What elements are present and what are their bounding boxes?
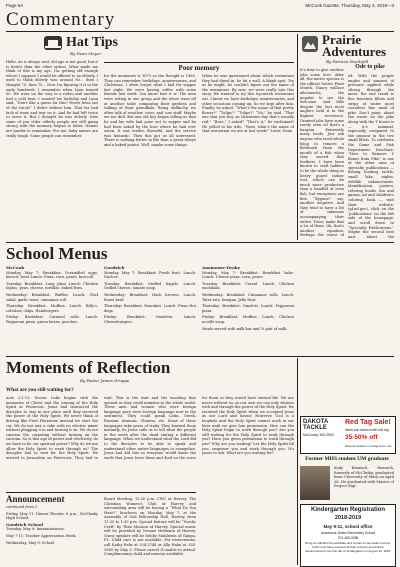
section-masthead xyxy=(6,9,394,32)
divider xyxy=(6,492,196,493)
hat-tips-byline: By Dean Meyer xyxy=(70,51,102,56)
dakota-note: Discount applies to red tag items only xyxy=(345,444,392,448)
menu-goodrich: Goodrich Monday, May 7: Breakfast: Fresh fruit. Lunch: Nachos. Tuesday: Breakfast: Stuffed bagels. Lunch: Grilled cheese, tomato soup. Wednesday: Breakfast: Hash browns. Lunch: Roast beef. Thursday: Breakfast: Pancakes. Lunch: Pizza Hot dogs. Friday: Breakfast: Omelette. Lunch: Cheeseburgers. xyxy=(104,266,196,324)
page-dateline: McCook Gazette, Thursday, May 3, 2018—3 xyxy=(305,3,394,8)
menu-anamoose: Anamoose-Drake Monday, May 7: Breakfast: Breakfast bake. Lunch: Cheese pizza, corn, pears. Tuesday: Breakfast: Cereal. Lunch: Chicken enchilada. Wednesday: Breakfast: Cinnamon rolls. Lunch: Tater tots, lasagna, Jello fruit. Thursday: Breakfast: Omelets. Lunch: Pepperoni pizza. Friday: Breakfast: Muffins. Lunch: Chicken noodle soup. Meals served with milk bar and ½ pint of milk. xyxy=(202,266,294,331)
kinder-phone: 701-465-3258 xyxy=(337,536,359,540)
kinder-date: May 9-11, school office xyxy=(323,524,373,529)
poor-memory-body: for the memories is 1075 so the thought is 1965. They can remember birthdays, anniversaries, and Christmas. I often forgot what I had for supper last night. We were having coffee with some friends last week. You know how it is. The men were sitting in one group and the wives were off at another table comparing their gardens and talking of their grandkids. Being unflinchy, we often talk of weather, cows, and cow stuff. Maybe we are dull. But one old boy began telling us that he and his wife had gone out to supper and he had been asked by the host where he had ever eaten. It was tender, flavorful, and the service was fantastic. Then this got us all interested. There is nothing better in life than a great ribeye and a baked potato. Well, maybe some things. xyxy=(104,74,196,147)
dialog-body: When he was questioned about which restaurant they had dined in, he hit a wall. A blank spot. Try as he might, he couldn't figure out the name of the restaurant. By now, we were really into this story. We wanted to try this top-notch restaurant out. I knew we have birthdays, anniversaries, and other occasions coming up. So we kept after him. Finally, he asked, “What's the name of that pretty flower?” “Tulips?” “Tulips?” “No,” he said. “That one that you buy on Valentines day that's usually red.” “Rose,” I asked? “That's it,” he exclaimed! He yelled to his wife, “Rose, what's the name of that restaurant we ate at last week?” Later, Dean xyxy=(202,74,294,134)
moments-header xyxy=(6,356,394,379)
former-student-title: Former MHS student UM graduate xyxy=(305,456,389,462)
column-divider xyxy=(297,358,298,565)
kinder-body: Bring an official birth certificate and current immunization record. Child must have received all their school immunization requirements by the first day of kindergarten on August 22, 2018. xyxy=(304,541,392,553)
menu-mccook: McCook Monday, May 7: Breakfast: Scrambled eggs, biscuit, bowl Lunch: Pizza, corn, pears, broccoli. Tuesday: Breakfast: Long johns Lunch: Chicken fajitas, peas, cheese, tortillas, baked fries. Wednesday: Breakfast: Waffles. Lunch: Chef salad, garlic toast, cinnamon roll. Thursday: Breakfast: Muffins. Lunch: Billy's, coleslaw, chips, Hamburgers. Friday: Breakfast: Caramel rolls. Lunch: Pepperoni pizza, green beans, peaches. xyxy=(6,266,98,324)
school-menus-header xyxy=(6,242,394,265)
dakota-address: McClusky 363-2500 xyxy=(303,433,334,437)
column-divider xyxy=(297,34,298,240)
moments-byline: By Pastor James Gruppe xyxy=(80,378,130,383)
prairie-byline: By Patricia Stockstill xyxy=(326,59,369,64)
kinder-school: Anamoose-Drake Elementary School xyxy=(320,531,376,535)
kinder-year: 2018-2019 xyxy=(334,515,362,521)
announcement-title: Announcement xyxy=(6,494,65,504)
divider xyxy=(104,62,294,63)
prairie-title-2: Adventures xyxy=(322,44,387,59)
dakota-tackle-ad xyxy=(300,416,396,454)
moments-title: Moments of Reflection xyxy=(6,358,171,377)
announcement-col1: continued from 2 Friday, May 11: Dinner Theater, 6 p.m., McClusky High School. Goodrich School Tuesday, May 8: Immunizations. May 7-11: Teacher Appreciation Week. Wednesday, May 9: School xyxy=(6,505,98,545)
school-menus-title: School Menus xyxy=(6,244,108,263)
page-number: Page 6A xyxy=(6,3,24,8)
moments-subtitle: What are you still waiting for? xyxy=(6,387,74,393)
prairie-icon xyxy=(302,36,318,52)
dakota-sub: Items are marked with red tag xyxy=(345,428,389,432)
ode-heading: Ode to pike xyxy=(355,64,385,70)
section-title: Commentary xyxy=(6,9,116,30)
dakota-percent: 35-50% off xyxy=(345,434,378,441)
moments-body: Acts 2:1-13. Doctor Luke begins with the memories of Christ and the coming of the Holy Spirit at Pentecost. Jesus had instructed the disciples to stay in one place until they received the power of the Holy Spirit. We never think of driving like Fred Flintstone instead we start the car. We do not mix a cake with no electric mixer without plugging it in and turning it on. We do not canvass the carpeting without turning on the vacuum. So is this age of power and electricity, do we have to be our spiritual power? Why do we not allow the Holy Spirit to work through us? The disciples had to wait for the Holy Spirit. We arrived in Jerusalem on Pentecost. They had to wait. This is the wait and the teaching that opened us they could minister to the whole world. These men and women who were foreign language gave were foreign language now in the sentiment. They could speak Latin, Greek, Russian, Aramaic, Chinese, etc. Some of these languages take years of study. They learned them instantly. So Jesus calls us to tell what the people in the earth after the dead stating a different language. When we understand what the Lord did to the disciples to be able to speak and understand other native languages to evangelize, Jesus had did this so everyone would know the earth that Jesus loves them and died on the cross for them so they would have eternal life. We are never without us on our own we can only witness with and through the power of the Holy Spirit. We received the Holy Spirit when we accepted Jesus as our Lord and Savior. However, God is a loophole and the Holy Spirit cannot work in our lives until we give him permission. How can the Holy Spirit begin to work through you? Are you still waiting for the Holy Spirit to work through you? Have you given permission to work through you? Why are you waiting? Let the Holy Spirit fill you, empower you and work through you. It's yours to ask. What are you waiting for? xyxy=(6,396,294,460)
kindergarten-ad xyxy=(300,504,396,567)
kinder-title: Kindergarten Registration xyxy=(310,507,385,513)
prairie-title-1: Prairie xyxy=(322,32,361,47)
hat-icon xyxy=(44,36,62,50)
dakota-headline: Red Tag Sale! xyxy=(345,419,391,426)
announcement-col2: Board Meeting, 12:30 p.m. CWC at Harvey. The Christian Women's Club of Harvey and surrounding area will be having a “What Do You Hear?” luncheon on Monday, May 7, at the Assembly of God Fellowship Hall, Harvey, from 11:30 to 1:30 p.m. Special feature will be “Nordic Craft” by Thea Monson of Harvey. Special music will be provided by Yvonne Hofmann of Harvey. Guest speaker will be Debby Muhlstein of Tampa, FL. Child care is not available. For reservations, call Kathy Rehr at 324-2748 or Ally Hahn at 324-3965 by May 3. Please cancel if unable to attend. Complimentary child and nursery available. xyxy=(104,497,196,557)
dakota-brand: DAKOTA TACKLE xyxy=(303,419,328,431)
poor-memory-heading: Poor memory xyxy=(178,64,220,72)
prairie-body: It's time to give outdoor jobs some love. After all, the native species is the official Native Plant Month, Nancy wallace aficionados, the popular to see the welcome. And falls despite the fact most anglers held it in the highest reverence. Granted jobs have some rarely seen oil that's a bargain. Extremely many hoofs. Just ask anyone who need whole lying to remove a fieldwork from the mouth of a fish when they moved that feathers. I have been known to craft ladders to be the whole thing as heavy guard indoor tool, which can be much more productive than a handful of even fish, but exceptions are fine, “Bygone!” say, another negative. And they tend to have a bit of infamous accompanying their entire. Trees, make that a lot of them. Ok, that's another equation. Perhaps the worst of xyxy=(300,68,344,238)
graduate-photo xyxy=(300,466,330,500)
hat-tips-title: Hat Tips xyxy=(66,35,119,50)
hat-tips-body: Hello, As is always said, old age is not good, but it is better than the other option. What made me think of this is my age. I'm getting old enough where I suppose I would be offered to an elderly. I used to think elderly was around 80... then I thought 70, then 75... Now I'm figuring it is in the early hundreds. I remember when Lynn turned 50. We were on the way to a rodeo and another had a cold beer. I wanted his birthday and Lynn said, “Don't like a guess for this? Never been out of the truck!” I didn't believe him. That his bad luck of wear and tear on it. And he had left twice to serve it. But I thought he was elderly. Now some of you older elderly people are still going strong with the memory begins to falter. Names are harder to remember. For me, baby names are really tough. Some people can remember. xyxy=(6,60,98,138)
ode-body: ed. With the proper angles and amount of pressure applied while slicing through the meat, the end result is five boneless fillets and strips of water most countless fine meal of pike. Don't panic about the waste on the pike along with the Y bones is — it's minimal, especially compared to the amount in the two small fillets. To celebrate the Game and Fish Department brochure, “How to Remove Y Bones from Pike” is one of the other area of specialty publications — fishing, boating, tackle, small lake, nights, wildlife enhancement, identification, posters, coloring books, fun and games, ad and children's coloring book — visit their website, (gf.nd.gov), click on the ‘publications’ on the left side of the homepage, and scroll down to “Specialty Publications.” Maybe the second best part about the xyxy=(348,74,394,238)
former-student-body: Kody Kinnisch, Reunsch, formerly of McClusky, graduated from University of Mary on April 28. He graduated with Master of Project Mgt. xyxy=(334,466,394,489)
